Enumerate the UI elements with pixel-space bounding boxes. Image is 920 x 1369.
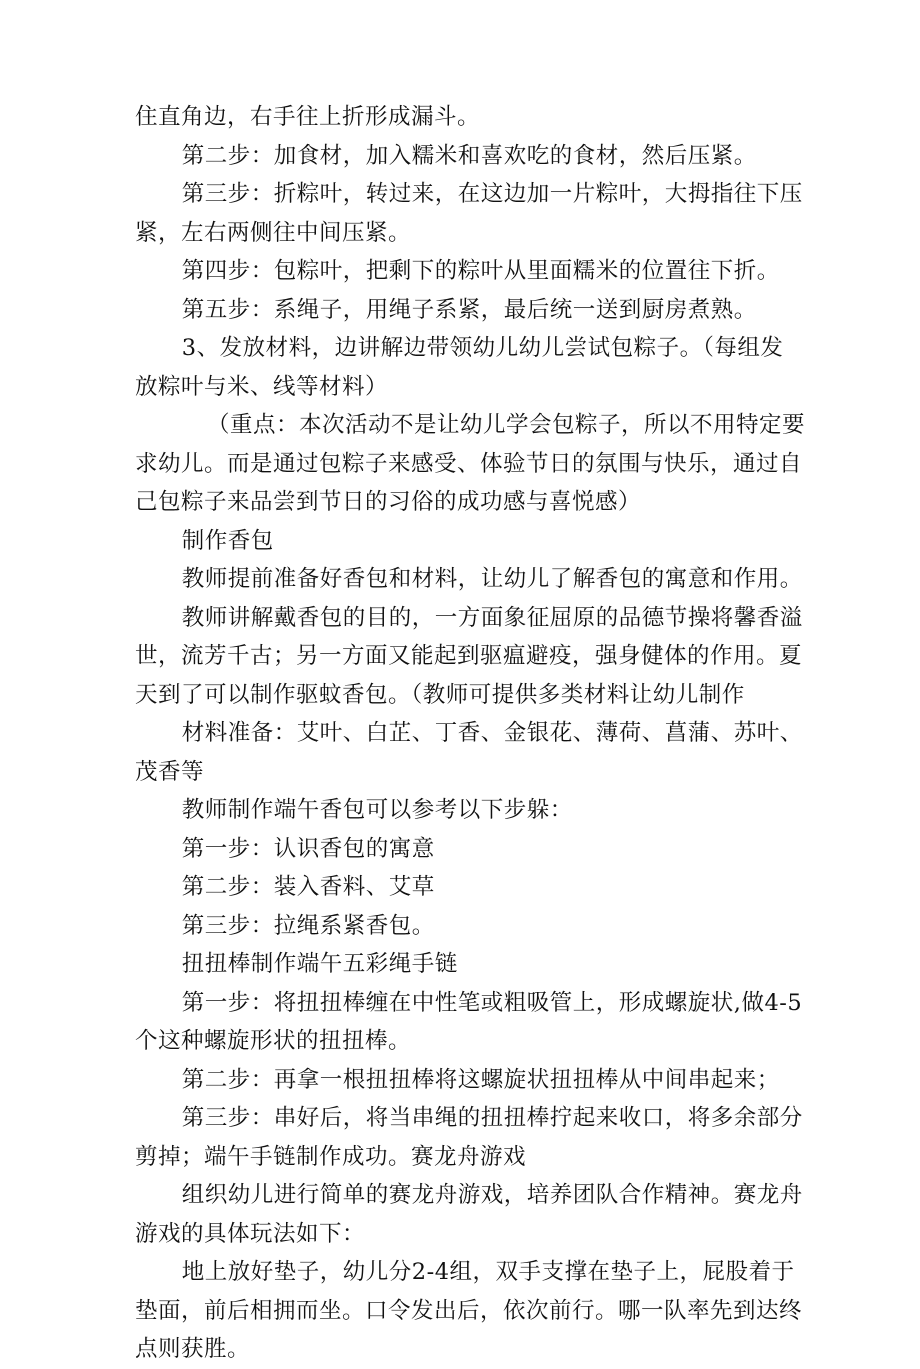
paragraph: 教师制作端午香包可以参考以下步躲： [181,797,573,823]
paragraph: 第四步：包粽叶，把剩下的粽叶从里面糯米的位置往下折。 [181,258,780,284]
paragraph: 第三步：串好后，将当串绳的扭扭棒拧起来收口，将多余部分剪掉；端午手链制作成功。赛龙舟游戏 [135,1105,803,1170]
paragraph: 第三步：拉绳系紧香包。 [181,912,435,939]
paragraph: 组织幼儿进行简单的赛龙舟游戏，培养团队合作精神。赛龙舟游戏的具体玩法如下： [135,1182,803,1247]
document-body [135,98,805,1369]
paragraph: 3、发放材料，边讲解边带领幼儿幼儿尝试包粽子。（每组发放粽叶与米、线等材料） [135,335,784,400]
paragraph: 第一步：认识香包的寓意 [181,835,435,862]
section-heading: 扭扭棒制作端午五彩绳手链 [181,951,458,977]
paragraph: 第五步：系绳子，用绳子系紧，最后统一送到厨房煮熟。 [181,296,757,323]
paragraph: 住直角边，右手往上折形成漏斗。 [135,104,481,130]
paragraph: 材料准备：艾叶、白芷、丁香、金银花、薄荷、菖蒲、苏叶、茂香等 [135,720,803,785]
section-heading: 制作香包 [181,527,274,554]
paragraph: 第一步：将扭扭棒缠在中性笔或粗吸管上，形成螺旋状,做4-5个这种螺旋形状的扭扭棒。 [135,989,803,1054]
paragraph: 第二步：再拿一根扭扭棒将这螺旋状扭扭棒从中间串起来； [181,1066,780,1093]
paragraph: 第二步：加食材，加入糯米和喜欢吃的食材，然后压紧。 [181,142,757,169]
paragraph: 地上放好垫子，幼儿分2-4组，双手支撑在垫子上，屁股着于垫面，前后相拥而坐。口令发出后，依次前行。哪一队率先到达终点则获胜。 [135,1259,803,1362]
paragraph: 教师讲解戴香包的目的，一方面象征屈原的品德节操将馨香溢世，流芳千古；另一方面又能起到驱瘟避疫，强身健体的作用。夏天到了可以制作驱蚊香包。（教师可提供多类材料让幼儿制作 [135,604,803,708]
paragraph: （重点：本次活动不是让幼儿学会包粽子，所以不用特定要求幼儿。而是通过包粽子来感受、体验节日的氛围与快乐，通过自己包粽子来品尝到节日的习俗的成功感与喜悦感） [135,412,806,515]
paragraph: 第二步：装入香料、艾草 [181,874,435,900]
paragraph: 第三步：折粽叶，转过来，在这边加一片粽叶，大拇指往下压紧，左右两侧往中间压紧。 [135,181,803,246]
paragraph: 教师提前准备好香包和材料，让幼儿了解香包的寓意和作用。 [181,566,803,592]
